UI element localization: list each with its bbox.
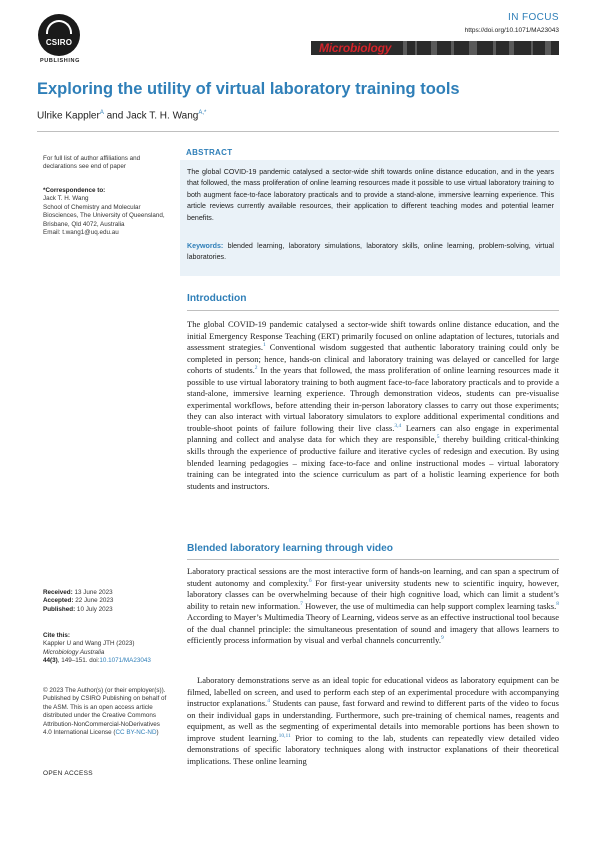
abstract-text: The global COVID-19 pandemic catalysed a sector-wide shift towards online distance education, and in the years that followed, the mass proliferation of online learning resources made it possible to use virtual laboratory training to both augment face-to-face laboratory practicals and to provide a stand-alone, immersive learning experience. This article reviews currently available resources, their application to different teaching modes and potential learner benefits. bbox=[187, 168, 554, 222]
body-sentence: According to Mayer’s Multimedia Theory of Learning, videos serve as an effective instructional tool because of the dual channel principle: the simultaneous presentation of sound and imagery that allows learners to efficiently process information by visual and verbal channels concurrently. bbox=[187, 612, 559, 646]
body-sentence: Learners can also engage in experimental planning and collect and analyse data for which they are responsible, bbox=[187, 422, 559, 445]
publisher-sub-label: PUBLISHING bbox=[40, 58, 80, 64]
article-title: Exploring the utility of virtual laboratory training tools bbox=[37, 80, 460, 98]
correspondence-name: Jack T. H. Wang bbox=[43, 195, 89, 203]
csiro-logo-text: CSIRO bbox=[45, 38, 73, 47]
citation-ref[interactable]: 10,11 bbox=[278, 732, 291, 739]
citation-ref[interactable]: 8 bbox=[556, 600, 559, 607]
published-date: 10 July 2023 bbox=[75, 605, 113, 613]
body-sentence: Conventional wisdom suggested that authentic laboratory training could only be completed in person; hence, hands-on clinical and laboratory training was delayed or cancelled for large cohorts of students. bbox=[187, 342, 560, 376]
license-text: © 2023 The Author(s) (or their employer(s)). Published by CSIRO Publishing on behalf of the ASM. This is an open access article distributed under the Creative Commons Attribution-NonCommercial-NoDerivatives 4.0 International License ( bbox=[43, 687, 167, 737]
cite-doi-link[interactable]: 10.1071/MA23043 bbox=[99, 657, 151, 665]
cite-volume: 44(3) bbox=[43, 657, 58, 665]
affiliation-marker: A bbox=[99, 110, 104, 116]
body-sentence: For first-year university students new to scientific inquiry, however, laboratory classes can be overwhelming because of their high cognitive load, which can limit a student’s ability to retain new information. bbox=[187, 577, 559, 611]
correspondence-block bbox=[43, 187, 165, 237]
keywords-list: blended learning, laboratory simulations, laboratory skills, online learning, problem-solving, virtual laboratories. bbox=[187, 242, 554, 262]
citation-ref[interactable]: 1 bbox=[262, 342, 266, 349]
correspondence-address: School of Chemistry and Molecular Biosciences, The University of Queensland, Brisbane, Qld 4072, Australia bbox=[43, 203, 165, 228]
citation-ref[interactable]: 4 bbox=[267, 698, 270, 705]
author-name[interactable]: Ulrike Kappler bbox=[37, 110, 100, 122]
abstract-label: ABSTRACT bbox=[186, 148, 233, 157]
keywords bbox=[187, 241, 554, 264]
received-label: Received: bbox=[43, 589, 73, 596]
body-sentence: Students can pause, fast forward and rewind to different parts of the video to focus on their individual gaps in understanding. Furthermore, such pre-training of chemical names, reagents and equipment, as well as the segmenting of experimental details into memorable portions has been shown to improve student learning. bbox=[187, 698, 559, 743]
body-sentence: However, the use of multimedia can help support complex learning tasks. bbox=[302, 600, 557, 611]
body-sentence: In the years that followed, the mass proliferation of online learning resources made it possible to use virtual laboratory training to both augment face-to-face laboratory practicals and to provide a stand-alone, immersive learning experience. Through demonstration videos, students can pre-visualise experimental workflows, before attending their in-person laboratory classes to carry out those experiments; they can also interact with virtual laboratory simulators to explore additional experimental conditions and trouble-shoot points of failure following their live class. bbox=[187, 365, 559, 433]
open-access-label: OPEN ACCESS bbox=[43, 770, 93, 777]
title-divider bbox=[37, 131, 559, 132]
blended-paragraph-2 bbox=[187, 675, 559, 767]
accepted-label: Accepted: bbox=[43, 597, 74, 605]
section-heading-blended-learning: Blended laboratory learning through video bbox=[187, 543, 394, 554]
published-label: Published: bbox=[43, 605, 76, 613]
cite-authors: Kappler U and Wang JTH (2023) bbox=[43, 640, 135, 648]
body-sentence: thereby building critical-thinking skills through the experience of productive failure and iterative cycles of redesign and execution. By using blended learning pedagogies – mixing face-to-face and online instructional modes – virtual laboratory training can be integrated into the science curriculum as part of a holistic learning experience for both students and instructors. bbox=[187, 434, 559, 491]
section-heading-introduction: Introduction bbox=[187, 293, 247, 304]
license-link[interactable]: CC BY-NC-ND bbox=[115, 729, 157, 737]
citation-ref[interactable]: 6 bbox=[308, 577, 312, 584]
affiliation-note: For full list of author affiliations and declarations see end of paper bbox=[43, 155, 141, 171]
body-sentence: Prior to coming to the lab, students can repeatedly view detailed video demonstrations of specific laboratory techniques along with instructor explanations of their theoretical implications. These online learning bbox=[187, 732, 559, 766]
author-name[interactable]: Jack T. H. Wang bbox=[126, 110, 199, 122]
section-divider bbox=[187, 559, 559, 560]
received-date: 13 June 2023 bbox=[72, 589, 113, 596]
body-sentence: The global COVID-19 pandemic catalysed a sector-wide shift towards online distance education, and the initial Emergency Response Teaching (ERT) primarily focused on online adaptation of lectures, tutorials and assessment strategies. bbox=[187, 319, 559, 353]
citation-ref[interactable]: 2 bbox=[254, 365, 258, 372]
citation-block bbox=[43, 632, 165, 666]
author-separator: and bbox=[103, 110, 127, 122]
journal-banner bbox=[311, 41, 559, 55]
affiliation-marker: A,* bbox=[198, 110, 207, 116]
email-link[interactable]: t.wang1@uq.edu.au bbox=[62, 229, 119, 237]
doi-link[interactable]: https://doi.org/10.1071/MA23043 bbox=[464, 27, 559, 34]
citation-ref[interactable]: 3,4 bbox=[394, 423, 402, 430]
body-sentence: Laboratory demonstrations serve as an ideal topic for educational videos as laboratory equipment can be filmed, labelled on screen, and used to perform each step of an experimental procedure with accompanying instructor explanations. bbox=[187, 675, 559, 709]
citation-ref[interactable]: 7 bbox=[300, 600, 303, 607]
email-label: Email: bbox=[43, 229, 63, 237]
section-divider bbox=[187, 310, 559, 311]
cite-label: Cite this: bbox=[43, 632, 70, 639]
keywords-label: Keywords: bbox=[187, 242, 224, 250]
publication-dates bbox=[43, 589, 163, 614]
license-block bbox=[43, 687, 167, 737]
journal-name: Microbiology bbox=[319, 41, 392, 55]
author-list bbox=[37, 110, 206, 121]
section-tag: IN FOCUS bbox=[508, 12, 559, 23]
blended-paragraph-1 bbox=[187, 566, 559, 647]
body-sentence: Laboratory practical sessions are the most interactive form of hands-on learning, and can span a spectrum of student autonomy and complexity. bbox=[187, 566, 559, 588]
citation-ref[interactable]: 5 bbox=[436, 434, 440, 441]
citation-ref[interactable]: 9 bbox=[440, 635, 444, 642]
license-close: ) bbox=[156, 729, 159, 737]
correspondence-label: *Correspondence to: bbox=[43, 187, 106, 194]
cite-journal: Microbiology Australia bbox=[43, 648, 105, 656]
accepted-date: 22 June 2023 bbox=[73, 597, 114, 605]
intro-paragraph bbox=[187, 319, 559, 492]
cite-pages: , 149–151. doi: bbox=[57, 657, 100, 665]
